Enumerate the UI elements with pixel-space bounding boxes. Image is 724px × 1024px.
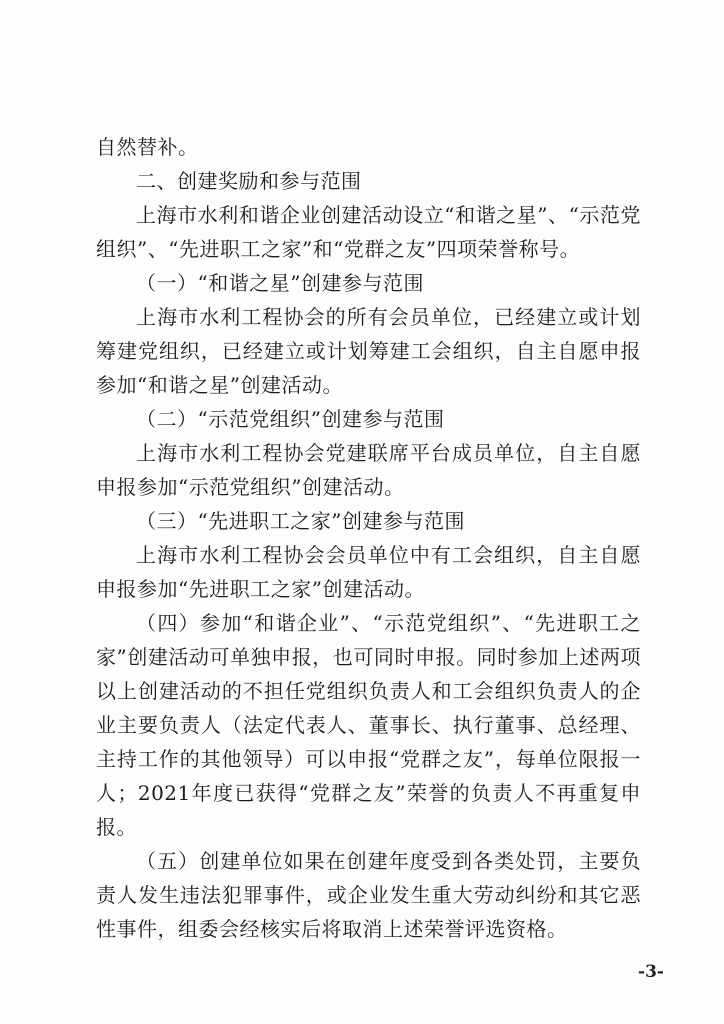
- paragraph-harmony-star-scope: 上海市水利工程协会的所有会员单位，已经建立或计划筹建党组织，已经建立或计划筹建工会组织，自主自愿申报参加“和谐之星”创建活动。: [96, 305, 641, 397]
- paragraph-model-party-org-scope: 上海市水利工程协会党建联席平台成员单位，自主自愿申报参加“示范党组织”创建活动。: [96, 441, 641, 499]
- paragraph-item-four: （四）参加“和谐企业”、“示范党组织”、“先进职工之家”创建活动可单独申报，也可同时申报。同时参加上述两项以上创建活动的不担任党组织负责人和工会组织负责人的企业主要负责人（法定代表人、董事长、执行董事、总经理、主持工作的其他领导）可以申报“党群之友”，每单位限报一人；2021年度已获得“党群之友”荣誉的负责人不再重复申报。: [96, 611, 641, 839]
- page-number: -3-: [638, 962, 664, 982]
- paragraph-continuation: 自然替补。: [96, 135, 199, 159]
- paragraph-honor-titles: 上海市水利和谐企业创建活动设立“和谐之星”、“示范党组织”、“先进职工之家”和“党群之友”四项荣誉称号。: [96, 203, 641, 261]
- paragraph-item-five: （五）创建单位如果在创建年度受到各类处罚，主要负责人发生违法犯罪事件，或企业发生重大劳动纠纷和其它恶性事件，组委会经核实后将取消上述荣誉评选资格。: [96, 849, 641, 941]
- paragraph-advanced-workers-home-scope: 上海市水利工程协会会员单位中有工会组织，自主自愿申报参加“先进职工之家”创建活动。: [96, 543, 641, 601]
- subheading-harmony-star: （一）“和谐之星”创建参与范围: [136, 271, 424, 295]
- subheading-advanced-workers-home: （三）“先进职工之家”创建参与范围: [136, 509, 465, 533]
- section-heading-rewards-scope: 二、创建奖励和参与范围: [136, 169, 362, 193]
- subheading-model-party-org: （二）“示范党组织”创建参与范围: [136, 407, 445, 431]
- document-body: [96, 130, 641, 946]
